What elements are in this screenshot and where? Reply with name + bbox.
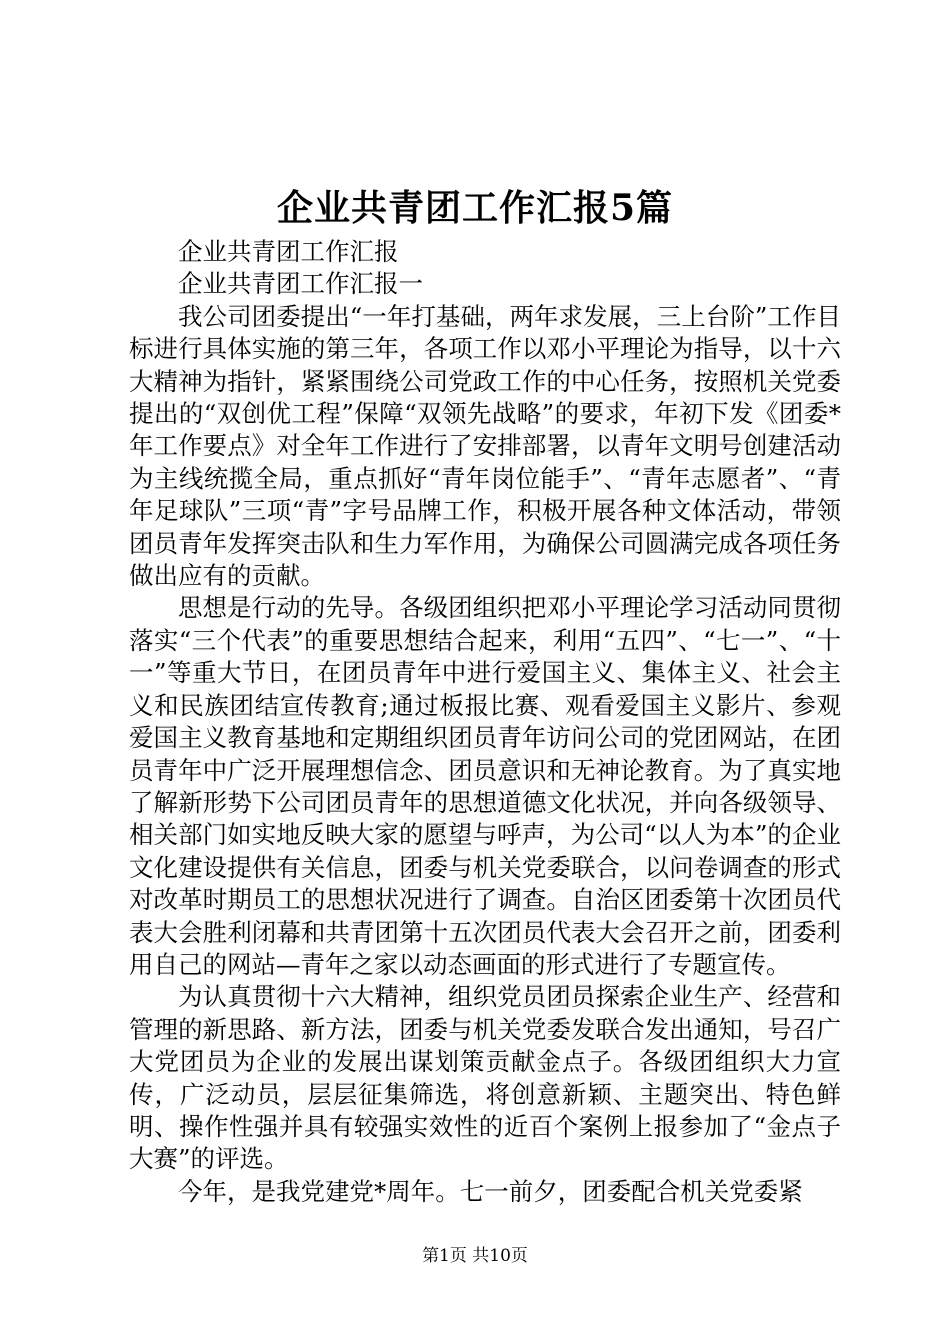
document-title: 企业共青团工作汇报5篇 <box>276 187 674 229</box>
paragraph-body: 思想是行动的先导。各级团组织把邓小平理论学习活动同贯彻落实“三个代表”的重要思想结合起来，利用“五四”、“七一”、“十一”等重大节日，在团员青年中进行爱国主义、集体主义、社会主义和民族团结宣传教育;通过板报比赛、观看爱国主义影片、参观爱国主义教育基地和定期组织团员青年访问公司的党团网站，在团员青年中广泛开展理想信念、团员意识和无神论教育。为了真实地了解新形势下公司团员青年的思想道德文化状况，并向各级领导、相关部门如实地反映大家的愿望与呼声，为公司“以人为本”的企业文化建设提供有关信息，团委与机关党委联合，以问卷调查的形式对改革时期员工的思想状况进行了调查。自治区团委第十次团员代表大会胜利闭幕和共青团第十五次团员代表大会召开之前，团委利用自己的网站—青年之家以动态画面的形式进行了专题宣传。 <box>129 593 841 979</box>
paragraph-body: 今年，是我党建党*周年。七一前夕，团委配合机关党委紧 <box>178 1176 803 1206</box>
paragraph-body: 为认真贯彻十六大精神，组织党员团员探索企业生产、经营和管理的新思路、新方法，团委与机关党委发联合发出通知，号召广大党团员为企业的发展出谋划策贡献金点子。各级团组织大力宣传，广泛动员，层层征集筛选，将创意新颖、主题突出、特色鲜明、操作性强并具有较强实效性的近百个案例上报参加了“金点子大赛”的评选。 <box>129 982 841 1174</box>
paragraph-body: 我公司团委提出“一年打基础，两年求发展，三上台阶”工作目标进行具体实施的第三年，各项工作以邓小平理论为指导，以十六大精神为指针，紧紧围绕公司党政工作的中心任务，按照机关党委提出的“双创优工程”保障“双领先战略”的要求，年初下发《团委*年工作要点》对全年工作进行了安排部署，以青年文明号创建活动为主线统揽全局，重点抓好“青年岗位能手”、“青年志愿者”、“青年足球队”三项“青”字号品牌工作，积极开展各种文体活动，带领团员青年发挥突击队和生力军作用，为确保公司圆满完成各项任务做出应有的贡献。 <box>129 301 841 591</box>
document-body <box>129 236 841 1208</box>
paragraph-subtitle: 企业共青团工作汇报 <box>178 237 399 266</box>
paragraph-section-heading: 企业共青团工作汇报一 <box>178 269 423 299</box>
page-footer: 第1页 共10页 <box>422 1246 528 1266</box>
